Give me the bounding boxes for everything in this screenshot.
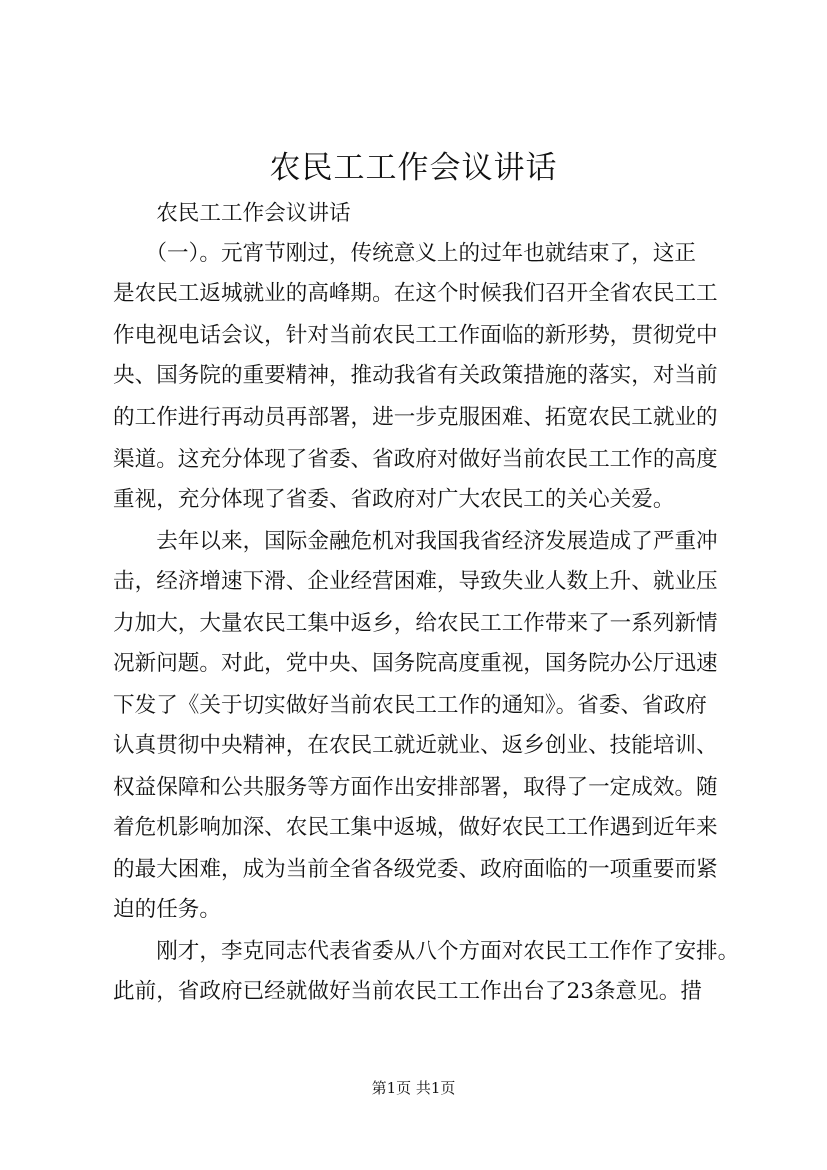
document-title: 农民工工作会议讲话 — [269, 150, 558, 186]
body-line-10: 击，经济增速下滑、企业经营困难，导致失业人数上升、就业压 — [113, 569, 718, 594]
body-line-17: 的最大困难，成为当前全省各级党委、政府面临的一项重要而紧 — [113, 857, 718, 882]
body-line-11: 力加大，大量农民工集中返乡，给农民工工作带来了一系列新情 — [113, 611, 718, 636]
body-line-8: 重视，充分体现了省委、省政府对广大农民工的关心关爱。 — [113, 487, 675, 512]
page-number-footer: 第1页 共1页 — [371, 1079, 456, 1097]
body-line-19: 刚才，李克同志代表省委从八个方面对农民工工作作了安排。 — [113, 939, 740, 964]
body-line-18: 迫的任务。 — [113, 897, 221, 922]
body-line-6: 的工作进行再动员再部署，进一步克服困难、拓宽农民工就业的 — [113, 405, 718, 430]
body-line-4: 作电视电话会议，针对当前农民工工作面临的新形势，贯彻党中 — [113, 323, 718, 348]
body-line-13: 下发了《关于切实做好当前农民工工作的通知》。省委、省政府 — [113, 693, 707, 718]
body-line-3: 是农民工返城就业的高峰期。在这个时候我们召开全省农民工工 — [113, 281, 718, 306]
body-line-2: （一）。元宵节刚过，传统意义上的过年也就结束了，这正 — [113, 241, 697, 266]
body-line-9: 去年以来，国际金融危机对我国我省经济发展造成了严重冲 — [113, 529, 718, 554]
body-line-12: 况新问题。对此，党中央、国务院高度重视，国务院办公厅迅速 — [113, 651, 718, 676]
body-line-1: 农民工工作会议讲话 — [113, 201, 351, 226]
body-line-16: 着危机影响加深、农民工集中返城，做好农民工工作遇到近年来 — [113, 815, 718, 840]
body-line-5: 央、国务院的重要精神，推动我省有关政策措施的落实，对当前 — [113, 363, 718, 388]
body-line-20: 此前，省政府已经就做好当前农民工工作出台了23条意见。措 — [113, 979, 702, 1004]
body-line-15: 权益保障和公共服务等方面作出安排部署，取得了一定成效。随 — [113, 775, 718, 800]
body-line-14: 认真贯彻中央精神，在农民工就近就业、返乡创业、技能培训、 — [113, 733, 718, 758]
body-line-7: 渠道。这充分体现了省委、省政府对做好当前农民工工作的高度 — [113, 447, 718, 472]
